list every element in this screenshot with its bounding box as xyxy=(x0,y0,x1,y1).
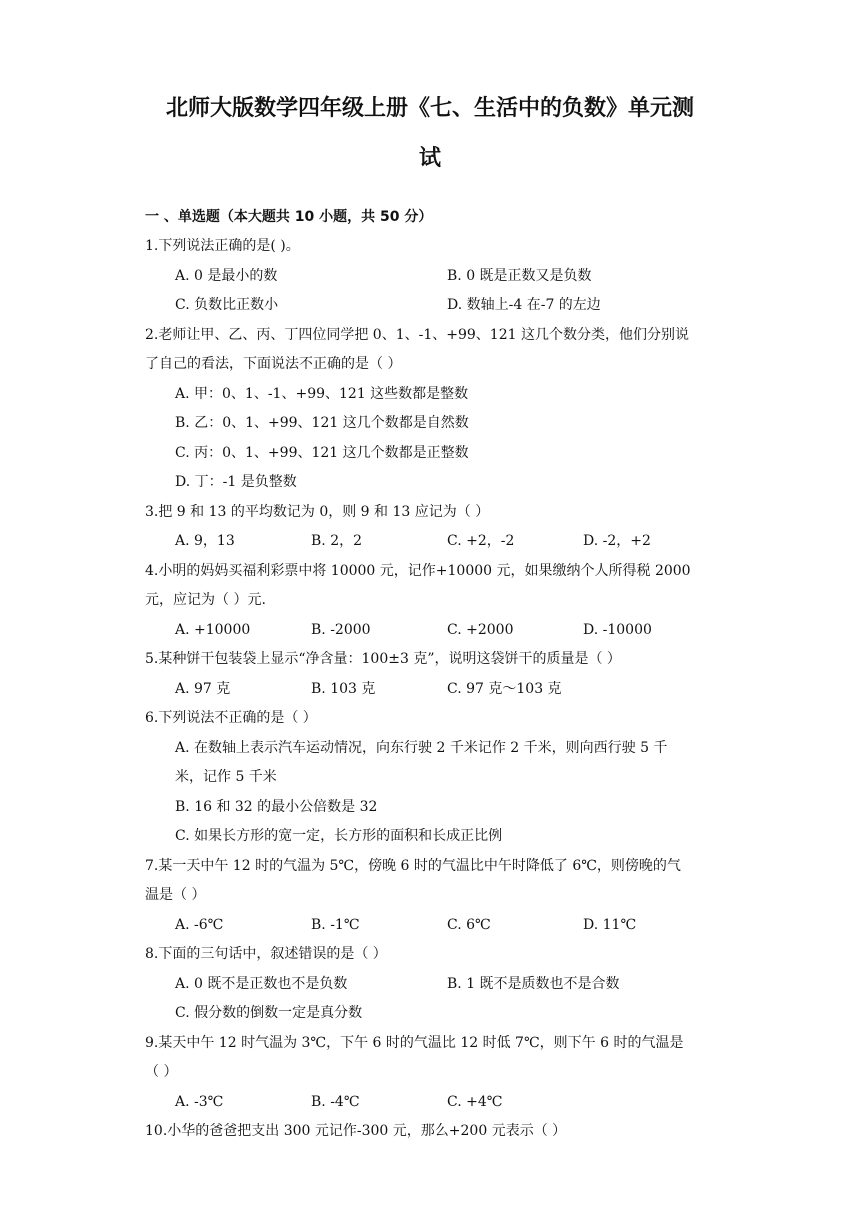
question-8-option-c: C. 假分数的倒数一定是真分数 xyxy=(175,1005,363,1021)
question-3-option-c: C. +2，-2 xyxy=(447,533,515,549)
question-6-option-b: B. 16 和 32 的最小公倍数是 32 xyxy=(175,799,378,815)
question-7-option-b: B. -1℃ xyxy=(311,917,360,933)
question-9-option-b: B. -4℃ xyxy=(311,1094,360,1110)
title-line-1: 北师大版数学四年级上册《七、生活中的负数》单元测 xyxy=(165,96,694,121)
question-4-stem-line-2: 元，应记为（ ）元. xyxy=(145,592,266,608)
title-line-2: 试 xyxy=(418,146,441,171)
question-4-option-d: D. -10000 xyxy=(583,622,652,638)
question-7-option-c: C. 6℃ xyxy=(447,917,491,933)
section-heading: 一 、单选题（本大题共 10 小题，共 50 分） xyxy=(145,209,433,225)
question-3-option-b: B. 2，2 xyxy=(311,533,363,549)
question-9-stem-line-1: 9.某天中午 12 时气温为 3℃，下午 6 时的气温比 12 时低 7℃，则下午 6 时的气温是 xyxy=(145,1035,684,1051)
question-10-stem: 10.小华的爸爸把支出 300 元记作-300 元，那么+200 元表示（ ） xyxy=(145,1123,567,1139)
question-2-option-b: B. 乙：0、1、+99、121 这几个数都是自然数 xyxy=(175,415,469,431)
question-4-stem-line-1: 4.小明的妈妈买福利彩票中将 10000 元，记作+10000 元，如果缴纳个人所得税 2000 xyxy=(145,563,691,579)
question-4-option-a: A. +10000 xyxy=(175,622,251,638)
question-1-option-b: B. 0 既是正数又是负数 xyxy=(447,268,592,284)
question-1-option-c: C. 负数比正数小 xyxy=(175,297,279,313)
question-4-option-c: C. +2000 xyxy=(447,622,514,638)
question-8-option-a: A. 0 既不是正数也不是负数 xyxy=(175,976,348,992)
question-7-option-d: D. 11℃ xyxy=(583,917,637,933)
question-3-stem: 3.把 9 和 13 的平均数记为 0，则 9 和 13 应记为（ ） xyxy=(145,504,490,520)
question-6-option-c: C. 如果长方形的宽一定，长方形的面积和长成正比例 xyxy=(175,828,503,844)
question-6-stem: 6.下列说法不正确的是（ ） xyxy=(145,710,317,726)
question-3-option-a: A. 9，13 xyxy=(175,533,235,549)
question-9-option-a: A. -3℃ xyxy=(175,1094,224,1110)
question-5-option-a: A. 97 克 xyxy=(175,681,231,697)
question-2-stem-line-2: 了自己的看法，下面说法不正确的是（ ） xyxy=(145,356,402,372)
question-5-stem: 5.某种饼干包装袋上显示“净含量：100±3 克”，说明这袋饼干的质量是（ ） xyxy=(145,651,621,667)
question-8-option-b: B. 1 既不是质数也不是合数 xyxy=(447,976,620,992)
question-2-option-c: C. 丙：0、1、+99、121 这几个数都是正整数 xyxy=(175,445,469,461)
question-1-stem: 1.下列说法正确的是( )。 xyxy=(145,238,300,254)
question-7-stem-line-2: 温是（ ） xyxy=(145,887,206,903)
question-9-stem-line-2: （ ） xyxy=(145,1064,178,1080)
question-3-option-d: D. -2，+2 xyxy=(583,533,651,549)
question-1-option-a: A. 0 是最小的数 xyxy=(175,268,278,284)
question-7-stem-line-1: 7.某一天中午 12 时的气温为 5℃，傍晚 6 时的气温比中午时降低了 6℃，则傍晚的气 xyxy=(145,858,681,874)
question-7-option-a: A. -6℃ xyxy=(175,917,224,933)
question-2-option-d: D. 丁：-1 是负整数 xyxy=(175,474,297,490)
question-2-stem-line-1: 2.老师让甲、乙、丙、丁四位同学把 0、1、-1、+99、121 这几个数分类，他们分别说 xyxy=(145,327,689,343)
question-9-option-c: C. +4℃ xyxy=(447,1094,503,1110)
question-2-option-a: A. 甲：0、1、-1、+99、121 这些数都是整数 xyxy=(175,386,469,402)
document-title xyxy=(140,84,720,184)
question-4-option-b: B. -2000 xyxy=(311,622,371,638)
question-8-stem: 8.下面的三句话中，叙述错误的是（ ） xyxy=(145,946,387,962)
question-6-option-a-line-1: A. 在数轴上表示汽车运动情况，向东行驶 2 千米记作 2 千米，则向西行驶 5 千 xyxy=(175,740,668,756)
question-5-option-c: C. 97 克～103 克 xyxy=(447,681,562,697)
question-5-option-b: B. 103 克 xyxy=(311,681,376,697)
question-6-option-a-line-2: 米，记作 5 千米 xyxy=(175,769,277,785)
question-1-option-d: D. 数轴上-4 在-7 的左边 xyxy=(447,297,601,313)
